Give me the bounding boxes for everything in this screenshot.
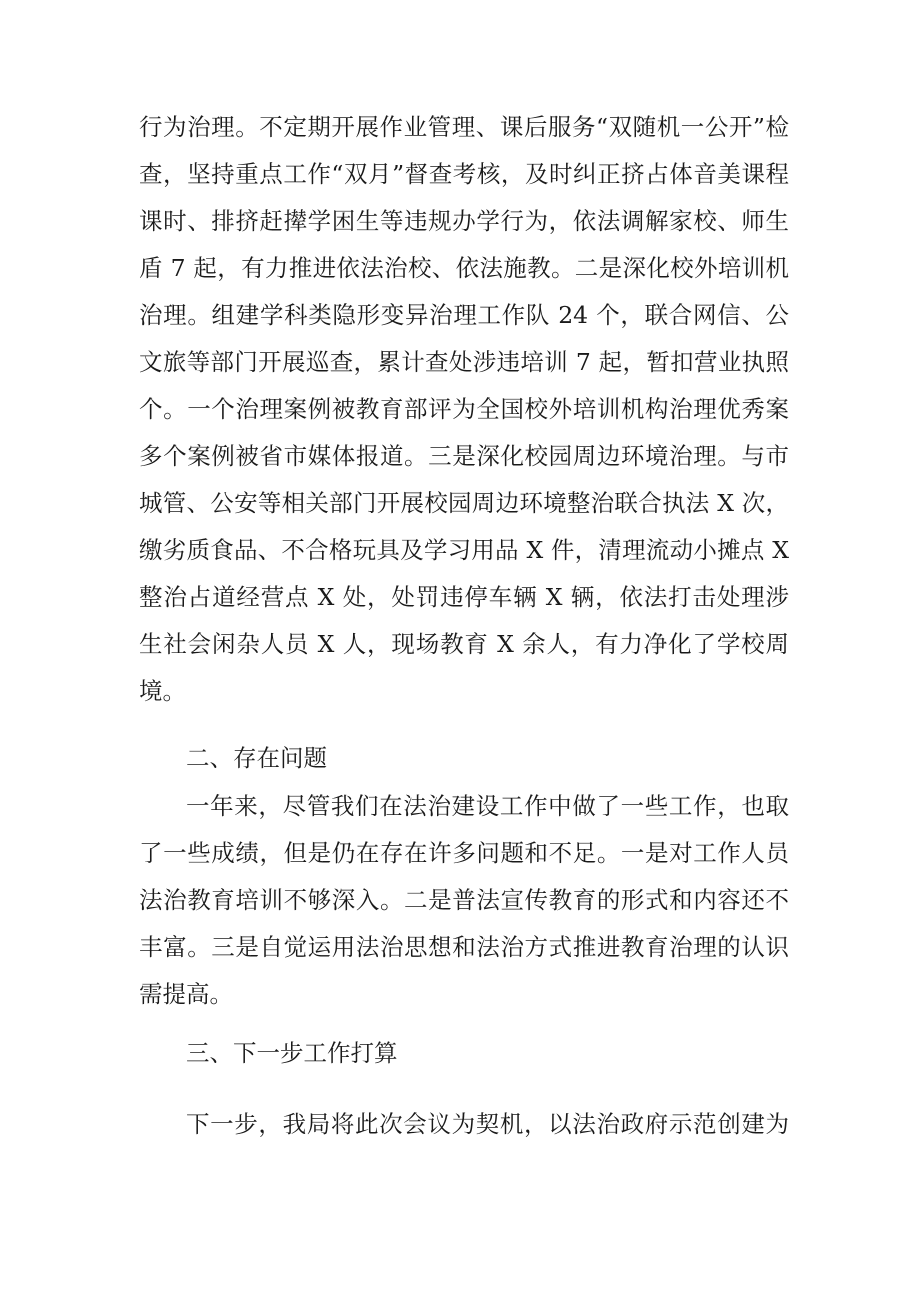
section-heading: 二、存在问题	[186, 744, 327, 772]
text-line: 查，坚持重点工作“双月”督查考核，及时纠正挤占体音美课程	[139, 160, 789, 188]
text-line: 治理。组建学科类隐形变异治理工作队 24 个，联合网信、公	[139, 301, 789, 329]
text-line: 缴劣质食品、不合格玩具及学习用品 X 件，清理流动小摊点 X	[139, 536, 789, 564]
paragraph-next-steps	[139, 1101, 789, 1148]
text-line: 整治占道经营点 X 处，处罚违停车辆 X 辆，依法打击处理涉	[139, 583, 789, 611]
text-line: 了一些成绩，但是仍在存在许多问题和不足。一是对工作人员	[139, 839, 789, 867]
section-heading: 三、下一步工作打算	[186, 1039, 398, 1067]
text-line: 法治教育培训不够深入。二是普法宣传教育的形式和内容还不	[139, 886, 789, 914]
paragraph-rectification	[139, 104, 789, 715]
section-heading-next-steps	[139, 1030, 789, 1077]
text-line: 文旅等部门开展巡查，累计查处涉违培训 7 起，暂扣营业执照	[139, 348, 789, 376]
text-line: 需提高。	[139, 980, 233, 1008]
text-line: 多个案例被省市媒体报道。三是深化校园周边环境治理。与市	[139, 442, 789, 470]
text-line: 课时、排挤赶撵学困生等违规办学行为，依法调解家校、师生	[139, 207, 789, 235]
text-line: 一年来，尽管我们在法治建设工作中做了一些工作，也取	[186, 792, 789, 820]
text-line: 境。	[139, 677, 186, 705]
text-line: 城管、公安等相关部门开展校园周边环境整治联合执法 X 次，	[139, 489, 789, 517]
section-heading-problems	[139, 735, 789, 782]
text-line: 丰富。三是自觉运用法治思想和法治方式推进教育治理的认识	[139, 933, 789, 961]
text-line: 行为治理。不定期开展作业管理、课后服务“双随机一公开”检	[139, 113, 789, 141]
text-line: 生社会闲杂人员 X 人，现场教育 X 余人，有力净化了学校周	[139, 630, 789, 658]
paragraph-problems	[139, 783, 789, 1018]
text-line: 个。一个治理案例被教育部评为全国校外培训机构治理优秀案	[139, 395, 789, 423]
text-line: 盾 7 起，有力推进依法治校、依法施教。二是深化校外培训机	[139, 254, 789, 282]
text-line: 下一步，我局将此次会议为契机，以法治政府示范创建为	[186, 1110, 789, 1138]
